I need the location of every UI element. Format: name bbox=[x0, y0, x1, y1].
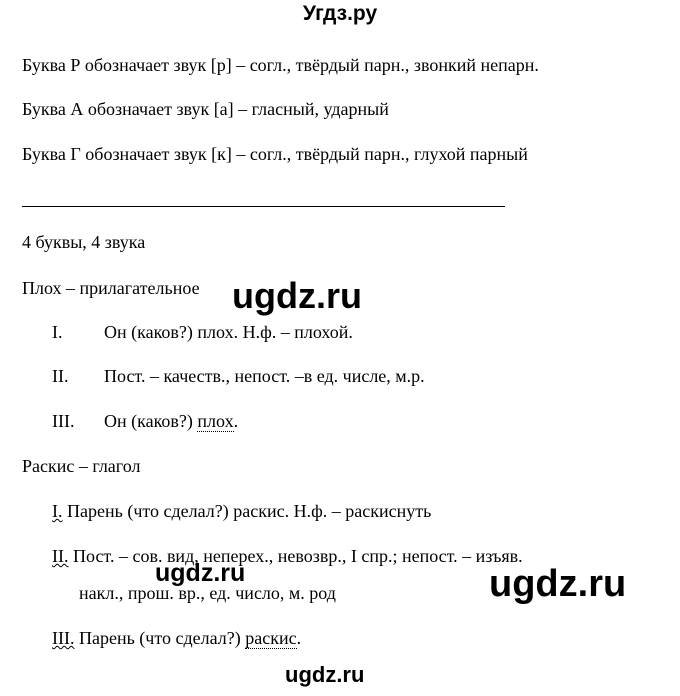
watermark-small: ugdz.ru bbox=[155, 559, 246, 587]
word2-item-2-num: II. bbox=[52, 546, 69, 566]
word2-item-3-suffix: . bbox=[296, 628, 302, 648]
word2-item-2-line2: накл., прош. вр., ед. число, м. род bbox=[79, 583, 336, 603]
word1-item-3-num: III. bbox=[52, 411, 75, 431]
word2-item-2-line1: Пост. – сов. вид, неперех., невозвр., I спр.; непост. – изъяв. bbox=[68, 546, 523, 566]
word1-item-1-text: Он (каков?) плох. Н.ф. – плохой. bbox=[104, 322, 353, 342]
watermark-footer[interactable]: ugdz.ru bbox=[285, 662, 365, 687]
word2-item-1 bbox=[52, 500, 431, 522]
summary-line: 4 буквы, 4 звука bbox=[22, 232, 146, 252]
divider-line bbox=[22, 206, 505, 207]
letter-line-3: Буква Г обозначает звук [к] – согл., твёрдый парн., глухой парный bbox=[22, 144, 528, 164]
word2-item-3-num: III. bbox=[52, 628, 75, 648]
word1-item-3-word: плох bbox=[197, 411, 234, 431]
word2-item-3-prefix: Парень (что сделал?) bbox=[74, 628, 246, 648]
word2-title: Раскис – глагол bbox=[22, 456, 141, 476]
word1-item-1-num: I. bbox=[52, 322, 63, 342]
letter-line-1: Буква Р обозначает звук [р] – согл., твёрдый парн., звонкий непарн. bbox=[22, 55, 539, 75]
word1-item-3-suffix: . bbox=[233, 411, 239, 431]
word1-item-3-prefix: Он (каков?) bbox=[104, 411, 198, 431]
word2-item-1-num: I. bbox=[52, 501, 63, 521]
word2-item-3 bbox=[52, 627, 301, 649]
word2-item-1-text: Парень (что сделал?) раскис. Н.ф. – раскиснуть bbox=[62, 501, 432, 521]
word1-title: Плох – прилагательное bbox=[22, 278, 200, 298]
site-header[interactable]: Угдз.ру bbox=[302, 2, 378, 25]
word1-item-2-num: II. bbox=[52, 366, 69, 386]
word2-item-3-word: раскис bbox=[245, 628, 297, 648]
word1-item-3-text bbox=[104, 410, 238, 432]
watermark-large-right: ugdz.ru bbox=[489, 563, 627, 605]
letter-line-2: Буква А обозначает звук [а] – гласный, ударный bbox=[22, 99, 389, 119]
word1-item-2-text: Пост. – качеств., непост. –в ед. числе, м.р. bbox=[104, 366, 425, 386]
watermark-large-center: ugdz.ru bbox=[232, 275, 362, 316]
